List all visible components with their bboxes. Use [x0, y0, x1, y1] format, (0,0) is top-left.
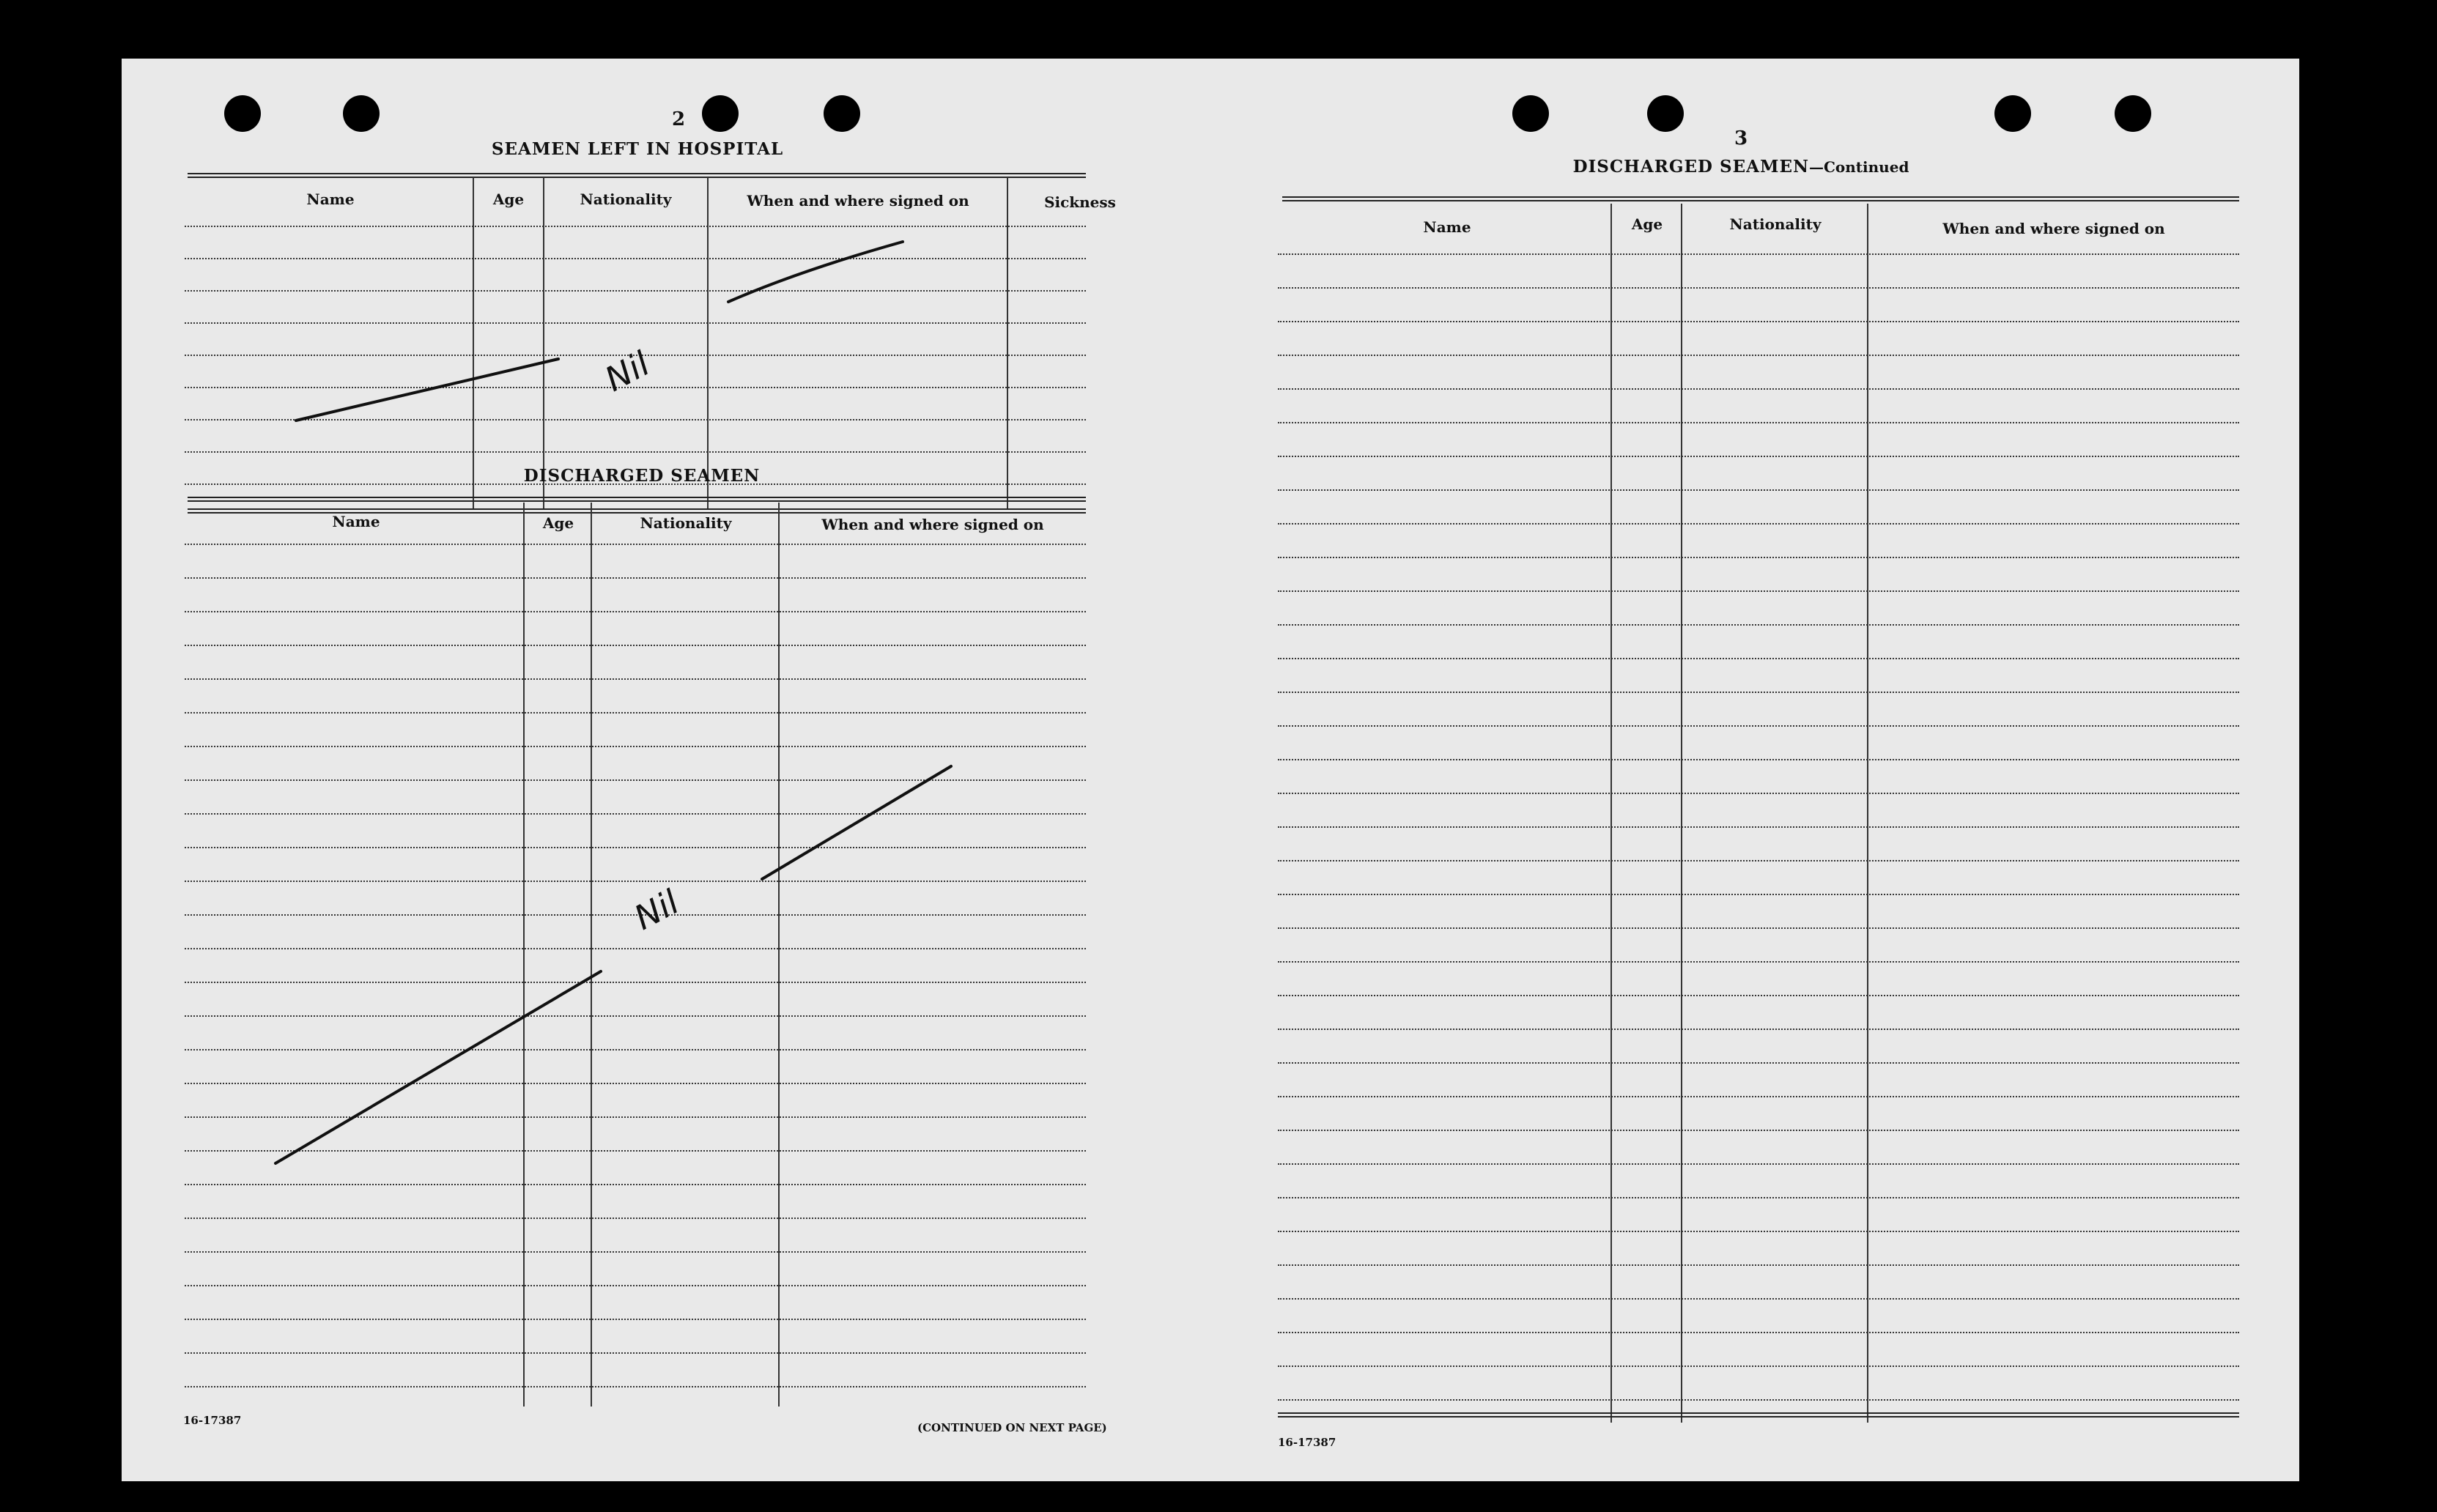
discharged-row-line	[185, 1285, 1086, 1286]
discharged-row-line	[185, 1015, 1086, 1017]
right-col-divider	[1611, 204, 1612, 1423]
page-number-right: 3	[1734, 127, 1748, 149]
punch-hole	[343, 95, 380, 132]
discharged-row-line	[185, 611, 1086, 612]
right-row-line	[1278, 1130, 2239, 1131]
hospital-row-line	[185, 322, 1086, 324]
discharged-row-line	[185, 1083, 1086, 1084]
hospital-section-title: SEAMEN LEFT IN HOSPITAL	[491, 139, 784, 159]
discharged-col-divider	[523, 503, 525, 1407]
right-row-line	[1278, 355, 2239, 356]
continued-note: (CONTINUED ON NEXT PAGE)	[917, 1421, 1107, 1434]
hospital-col-name: Name	[306, 190, 355, 208]
form-number-left: 16-17387	[183, 1414, 242, 1427]
discharged-row-line	[185, 1319, 1086, 1320]
hospital-col-nationality: Nationality	[580, 190, 672, 208]
right-row-line	[1278, 1062, 2239, 1064]
discharged-top-rule	[188, 497, 1086, 502]
right-row-line	[1278, 590, 2239, 592]
punch-hole	[2115, 95, 2151, 132]
discharged-section-title: DISCHARGED SEAMEN	[523, 466, 761, 486]
right-row-line	[1278, 321, 2239, 322]
right-row-line	[1278, 1096, 2239, 1097]
discharged-row-line	[185, 1150, 1086, 1152]
discharged-row-line	[185, 678, 1086, 680]
right-bottom-rule	[1278, 1412, 2239, 1418]
discharged-col-signed-on: When and where signed on	[821, 516, 1044, 533]
right-row-line	[1278, 759, 2239, 760]
discharged-row-line	[185, 577, 1086, 579]
hospital-row-line	[185, 258, 1086, 259]
right-row-line	[1278, 489, 2239, 491]
hospital-row-line	[185, 226, 1086, 227]
punch-hole	[224, 95, 261, 132]
right-row-line	[1278, 523, 2239, 525]
discharged-row-line	[185, 645, 1086, 646]
right-row-line	[1278, 422, 2239, 423]
hospital-top-rule	[188, 173, 1086, 178]
discharged-col-divider	[591, 503, 592, 1407]
handwritten-nil-hospital: Nil	[598, 344, 657, 399]
right-row-line	[1278, 456, 2239, 457]
discharged-row-line	[185, 746, 1086, 747]
right-col-divider	[1681, 204, 1682, 1423]
right-row-line	[1278, 1365, 2239, 1367]
right-row-line	[1278, 860, 2239, 861]
discharged-row-line	[185, 1251, 1086, 1253]
right-row-line	[1278, 894, 2239, 895]
discharged-row-line	[185, 948, 1086, 949]
right-row-line	[1278, 1231, 2239, 1232]
discharged-row-line	[185, 712, 1086, 714]
right-row-line	[1278, 793, 2239, 794]
hospital-col-signed-on: When and where signed on	[747, 192, 969, 210]
discharged-row-line	[185, 847, 1086, 848]
right-row-line	[1278, 1264, 2239, 1266]
discharged-row-line	[185, 1184, 1086, 1185]
hospital-row-line	[185, 290, 1086, 292]
right-row-line	[1278, 725, 2239, 727]
discharged-row-line	[185, 1352, 1086, 1354]
discharged-row-line	[185, 1386, 1086, 1387]
right-row-line	[1278, 692, 2239, 693]
right-row-line	[1278, 927, 2239, 929]
right-row-line	[1278, 388, 2239, 390]
right-col-signed-on: When and where signed on	[1942, 220, 2165, 237]
punch-hole	[1512, 95, 1549, 132]
right-row-line	[1278, 1029, 2239, 1030]
right-col-age: Age	[1631, 215, 1663, 233]
form-sheet	[122, 59, 2299, 1481]
right-row-line	[1278, 1163, 2239, 1165]
right-row-line	[1278, 287, 2239, 289]
punch-hole	[1647, 95, 1684, 132]
right-top-rule	[1282, 196, 2239, 201]
right-row-line	[1278, 1298, 2239, 1300]
discharged-col-age: Age	[542, 514, 574, 532]
right-row-line	[1278, 253, 2239, 255]
right-row-line	[1278, 658, 2239, 659]
right-row-line	[1278, 995, 2239, 996]
discharged-continued-title	[1514, 157, 1968, 177]
discharged-row-line	[185, 544, 1086, 545]
punch-hole	[824, 95, 860, 132]
discharged-col-divider	[778, 503, 780, 1407]
discharged-continued-suffix: —Continued	[1809, 158, 1909, 176]
discharged-row-line	[185, 1218, 1086, 1219]
right-col-name: Name	[1423, 218, 1471, 236]
discharged-col-name: Name	[332, 513, 380, 530]
page-number-left: 2	[671, 108, 686, 130]
discharged-row-line	[185, 982, 1086, 983]
right-row-line	[1278, 826, 2239, 828]
hospital-col-age: Age	[492, 190, 525, 208]
discharged-row-line	[185, 813, 1086, 815]
right-col-nationality: Nationality	[1729, 215, 1822, 233]
right-row-line	[1278, 1399, 2239, 1401]
handwritten-nil-discharged: Nil	[627, 882, 686, 938]
discharged-row-line	[185, 779, 1086, 781]
discharged-col-nationality: Nationality	[640, 514, 732, 532]
hospital-col-sickness: Sickness	[1044, 193, 1116, 211]
right-row-line	[1278, 961, 2239, 963]
discharged-row-line	[185, 1049, 1086, 1050]
discharged-row-line	[185, 881, 1086, 882]
hospital-row-line	[185, 451, 1086, 453]
discharged-row-line	[185, 1116, 1086, 1118]
right-row-line	[1278, 1332, 2239, 1333]
form-number-right: 16-17387	[1278, 1436, 1336, 1449]
right-row-line	[1278, 1197, 2239, 1198]
right-col-divider	[1867, 204, 1868, 1423]
right-row-line	[1278, 624, 2239, 626]
punch-hole	[1994, 95, 2031, 132]
discharged-continued-title-text: DISCHARGED SEAMEN	[1572, 157, 1809, 177]
hospital-row-line	[185, 419, 1086, 420]
right-row-line	[1278, 557, 2239, 558]
